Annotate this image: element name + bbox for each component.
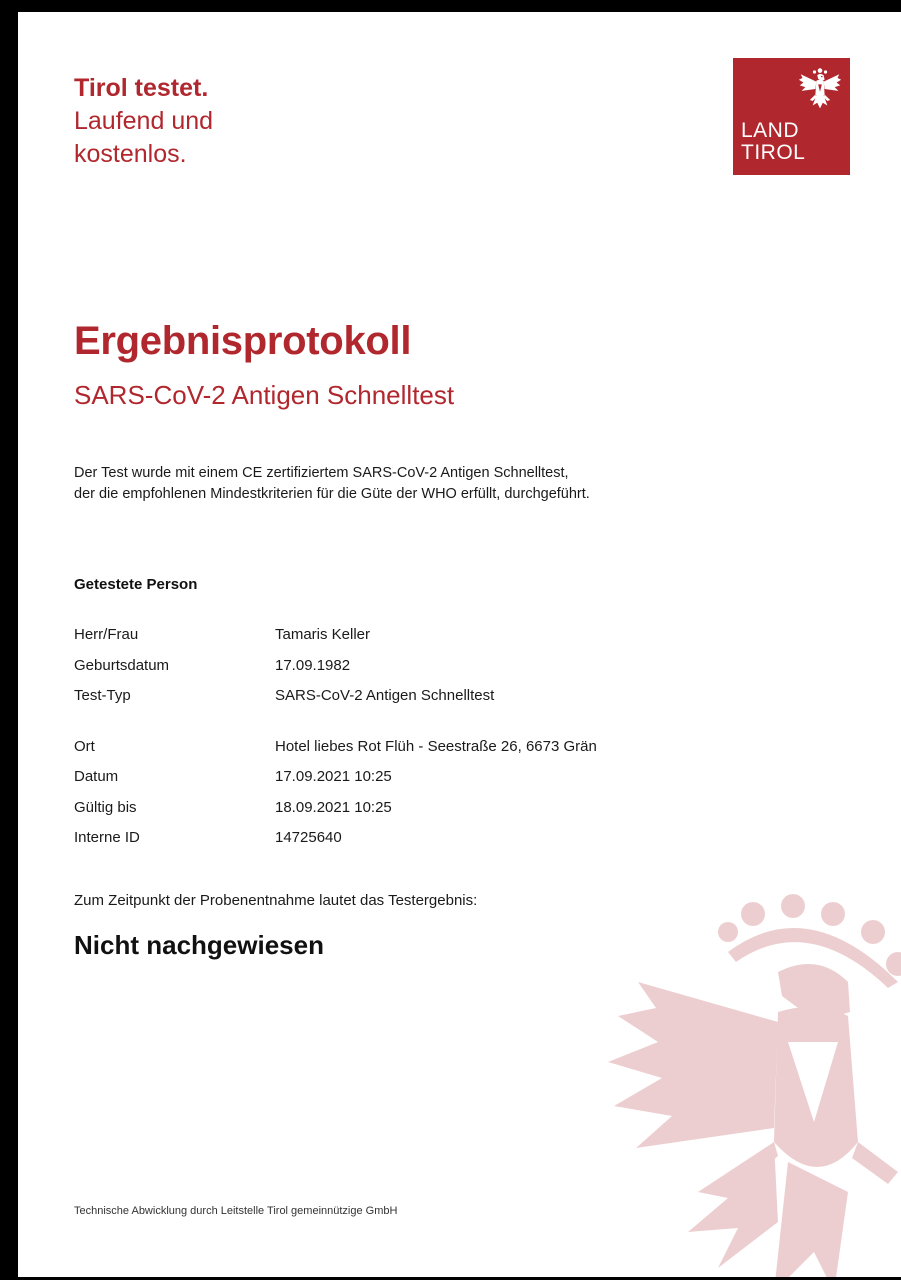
info-value: 18.09.2021 10:25 (275, 798, 392, 816)
info-label: Interne ID (74, 829, 140, 846)
logo-text (741, 120, 805, 164)
info-value: 17.09.1982 (275, 656, 351, 674)
info-row-name (74, 624, 774, 655)
info-value: 14725640 (275, 829, 342, 846)
test-result: Nicht nachgewiesen (74, 930, 324, 960)
info-label: Gültig bis (74, 798, 137, 816)
info-value: SARS-CoV-2 Antigen Schnelltest (275, 687, 495, 704)
info-label: Herr/Frau (74, 626, 139, 643)
tyrol-eagle-watermark-icon (578, 892, 901, 1277)
info-row-birthdate (74, 655, 774, 686)
info-row-test-type (74, 685, 774, 716)
logo-line-2: TIROL (741, 141, 806, 164)
document-page (18, 12, 901, 1277)
info-label: Test-Typ (74, 687, 131, 704)
intro-line-2: der die empfohlenen Mindestkriterien für die Güte der WHO erfüllt, durchgeführt. (74, 486, 590, 502)
info-label: Geburtsdatum (74, 656, 170, 674)
section-heading-tested-person: Getestete Person (74, 576, 198, 593)
info-value: Hotel liebes Rot Flüh - Seestraße 26, 6673 Grän (275, 737, 597, 755)
info-row-date (74, 766, 774, 797)
slogan (74, 72, 394, 171)
logo-line-1: LAND (741, 119, 800, 142)
slogan-line-3: kostenlos. (74, 140, 187, 168)
info-row-internal-id (74, 827, 774, 858)
info-value: 17.09.2021 10:25 (275, 768, 392, 785)
info-row-valid-until (74, 797, 774, 828)
slogan-line-2: Laufend und (74, 107, 214, 135)
tyrol-eagle-icon (797, 66, 843, 112)
page-title: Ergebnisprotokoll (74, 319, 412, 363)
slogan-line-1: Tirol testet. (74, 74, 209, 102)
footer-text: Technische Abwicklung durch Leitstelle Tirol gemeinnützige GmbH (74, 1205, 398, 1217)
info-row-location (74, 736, 774, 767)
land-tirol-logo (733, 58, 850, 175)
info-label: Ort (74, 737, 95, 755)
result-intro: Zum Zeitpunkt der Probenentnahme lautet das Testergebnis: (74, 892, 478, 909)
page-subtitle: SARS-CoV-2 Antigen Schnelltest (74, 380, 455, 410)
info-label: Datum (74, 768, 119, 785)
info-value: Tamaris Keller (275, 626, 371, 643)
intro-text (74, 463, 774, 505)
intro-line-1: Der Test wurde mit einem CE zertifiziertem SARS-CoV-2 Antigen Schnelltest, (74, 465, 569, 481)
info-table (74, 624, 774, 858)
